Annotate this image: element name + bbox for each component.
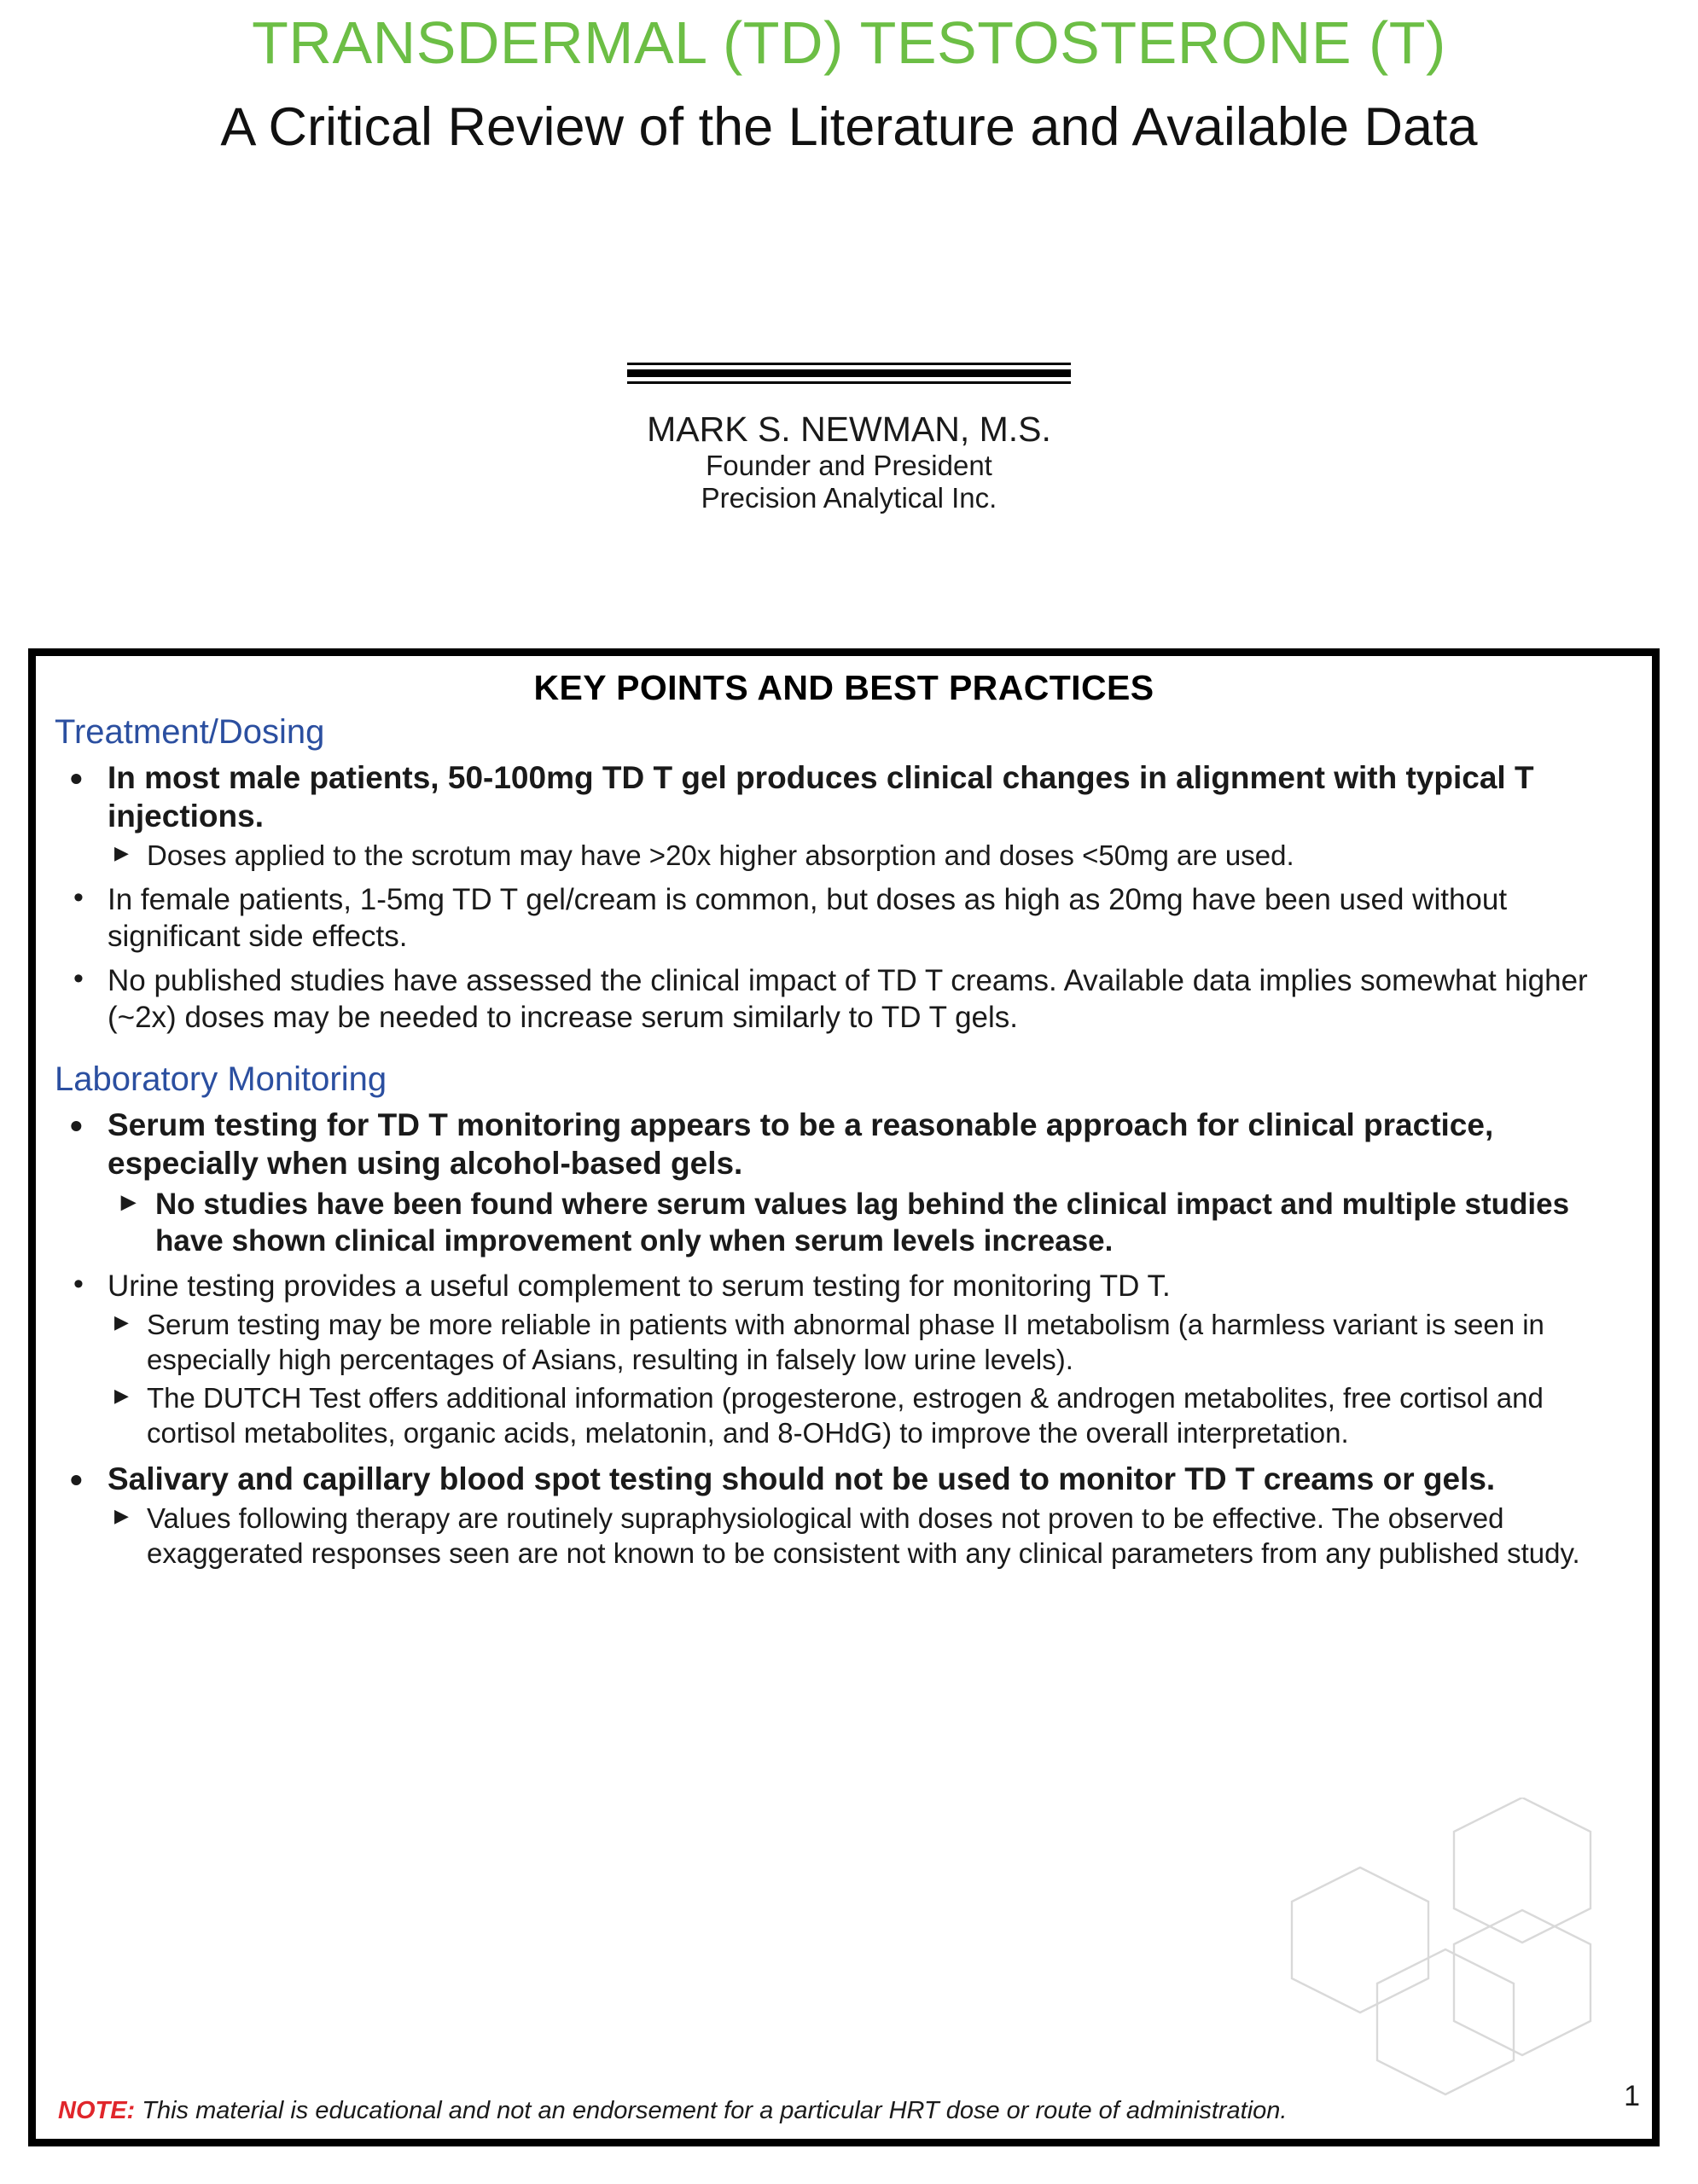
author-block <box>0 363 1698 514</box>
list-item <box>108 1308 1633 1378</box>
section-heading-laboratory-monitoring: Laboratory Monitoring <box>55 1060 387 1098</box>
bullet-text: • Serum testing for TD T monitoring appears to be a reasonable approach for clinical practice, especially when using alcohol-based gels. <box>108 1107 1494 1181</box>
list-item <box>108 1502 1633 1571</box>
list-item <box>55 1106 1633 1260</box>
bullet-text: • In female patients, 1-5mg TD T gel/cream is common, but doses as high as 20mg have been used without significant side effects. <box>108 882 1508 953</box>
key-points-heading: KEY POINTS AND BEST PRACTICES <box>533 668 1154 707</box>
bullet-text: • Urine testing provides a useful complement to serum testing for monitoring TD T. <box>108 1269 1171 1303</box>
key-points-content <box>36 656 1652 2139</box>
bullet-text: • In most male patients, 50-100mg TD T gel produces clinical changes in alignment with typical T injections. <box>108 759 1534 834</box>
sub-bullet-list <box>108 1502 1633 1571</box>
author-name: MARK S. NEWMAN, M.S. <box>647 410 1051 449</box>
sub-bullet-text: No studies have been found where serum values lag behind the clinical impact and multiple studies have shown clinical improvement only when serum levels increase. <box>155 1187 1570 1258</box>
sub-bullet-text: The DUTCH Test offers additional information (progesterone, estrogen & androgen metabolites, free cortisol and cortisol metabolites, organic acids, melatonin, and 8-OHdG) to improve the overall interpretation. <box>147 1382 1544 1449</box>
list-item <box>55 963 1633 1036</box>
page-title: TRANSDERMAL (TD) TESTOSTERONE (T) <box>252 9 1446 76</box>
list-item <box>55 1460 1633 1571</box>
sub-bullet-list <box>108 1308 1633 1451</box>
title-block <box>0 0 1698 155</box>
sub-bullet-list <box>108 1186 1633 1260</box>
divider-line-bottom <box>627 381 1071 384</box>
divider-rule <box>627 363 1071 384</box>
bullet-text: • Salivary and capillary blood spot testing should not be used to monitor TD T creams or gels. <box>108 1461 1496 1496</box>
bullet-list-laboratory-monitoring <box>55 1106 1633 1571</box>
sub-bullet-text: Doses applied to the scrotum may have >20x higher absorption and doses <50mg are used. <box>147 839 1294 872</box>
bullet-text: • No published studies have assessed the clinical impact of TD T creams. Available data implies somewhat higher (~2x) doses may be needed to increase serum similarly to TD T gels. <box>108 964 1588 1035</box>
divider-line-middle <box>627 369 1071 377</box>
author-role: Founder and President <box>706 449 992 481</box>
author-organization: Precision Analytical Inc. <box>701 482 997 514</box>
key-points-box <box>28 648 1660 2146</box>
page-subtitle: A Critical Review of the Literature and Available Data <box>220 96 1478 157</box>
list-item <box>55 882 1633 955</box>
list-item <box>55 1269 1633 1451</box>
page-number: 1 <box>1624 2080 1640 2112</box>
sub-bullet-text: Serum testing may be more reliable in patients with abnormal phase II metabolism (a harmless variant is seen in especially high percentages of Asians, resulting in falsely low urine levels). <box>147 1309 1544 1376</box>
section-heading-treatment-dosing: Treatment/Dosing <box>55 713 325 751</box>
list-item <box>108 839 1633 874</box>
footer-note <box>58 2097 1288 2125</box>
sub-bullet-text: Values following therapy are routinely supraphysiological with doses not proven to be effective. The observed exaggerated responses seen are not known to be consistent with any clinical parameters from any published study. <box>147 1502 1580 1569</box>
list-item <box>55 758 1633 874</box>
list-item <box>108 1381 1633 1451</box>
bullet-list-treatment-dosing <box>55 758 1633 1037</box>
note-label: NOTE: <box>58 2097 136 2124</box>
list-item <box>108 1186 1633 1260</box>
sub-bullet-list <box>108 839 1633 874</box>
note-text: This material is educational and not an endorsement for a particular HRT dose or route of administration. <box>135 2097 1288 2124</box>
